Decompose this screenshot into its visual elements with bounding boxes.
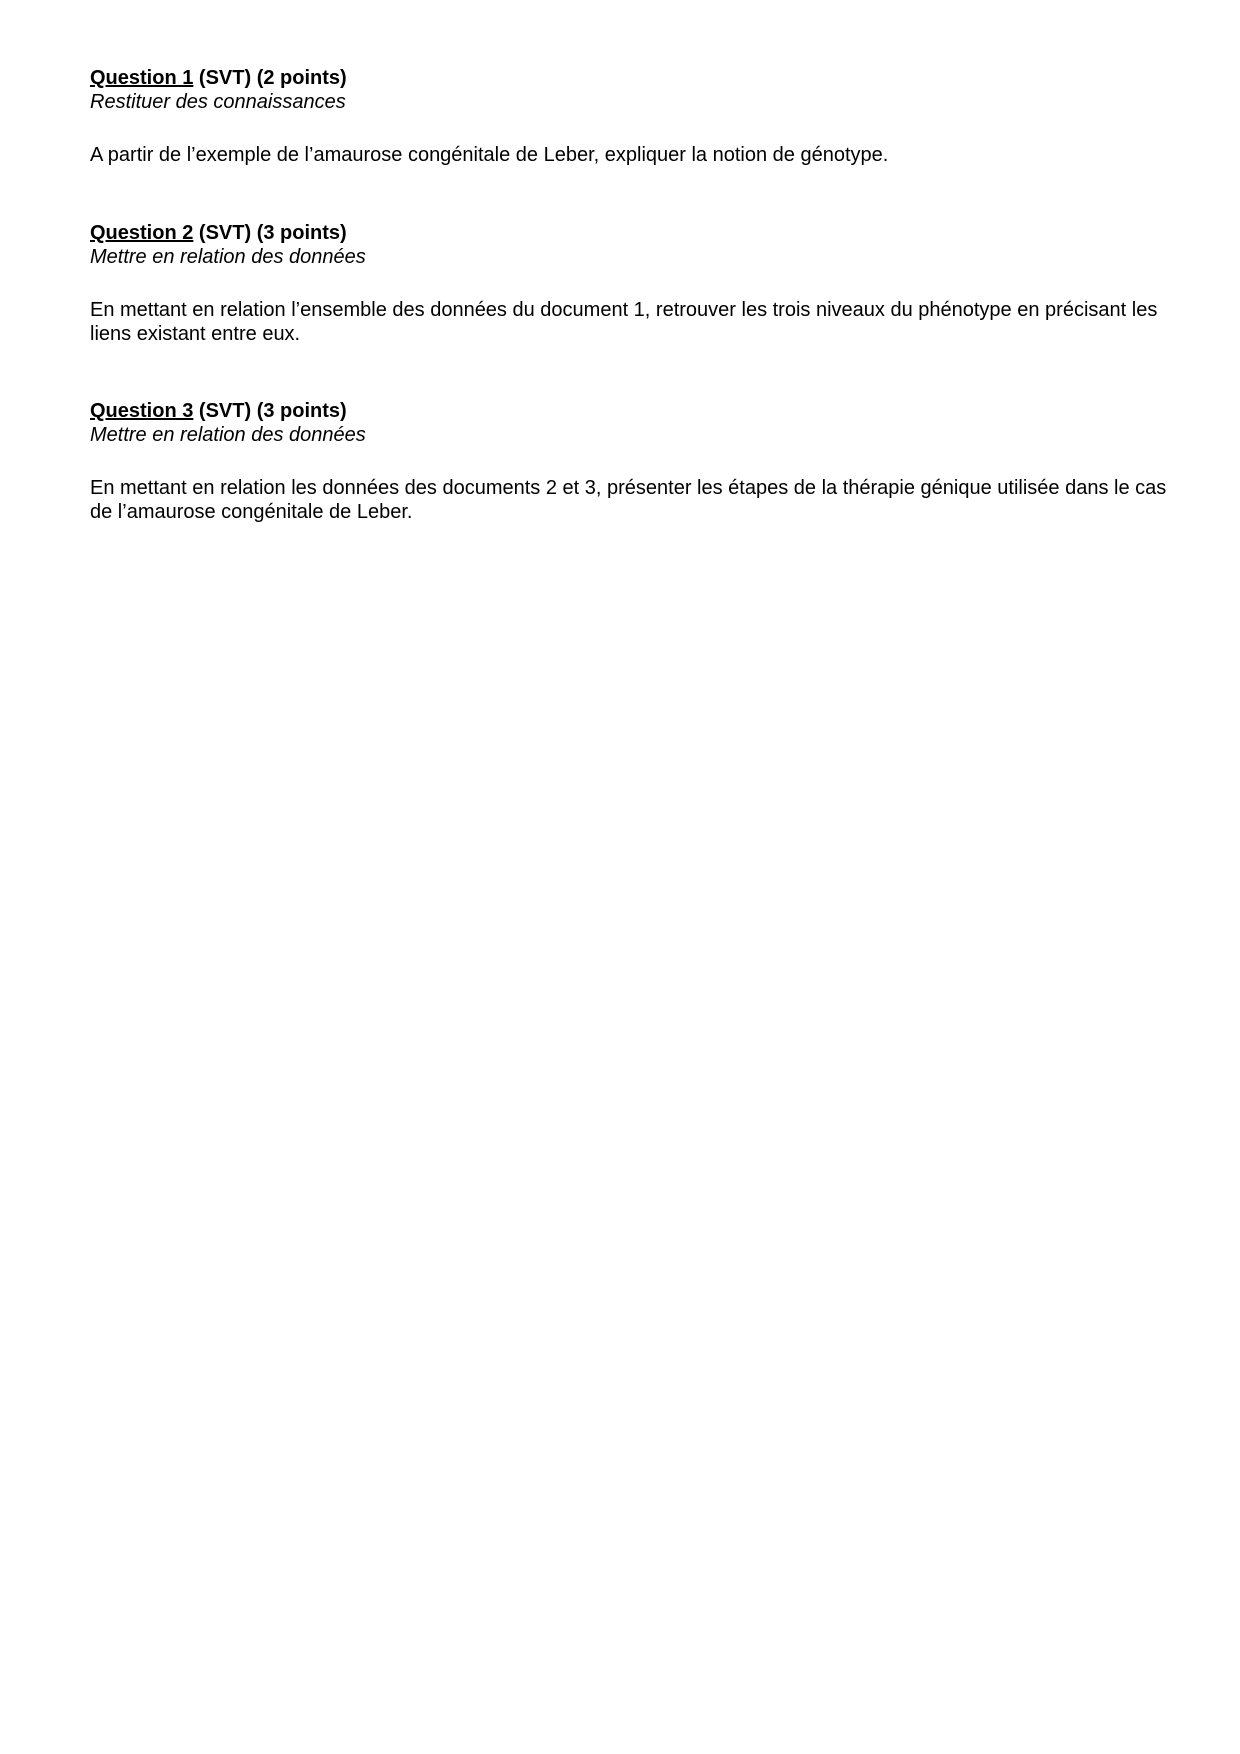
question-skill: Mettre en relation des données — [90, 246, 366, 268]
question-label: Question 3 — [90, 400, 194, 422]
question-label: Question 2 — [90, 222, 194, 244]
question-label: Question 1 — [90, 67, 194, 89]
question-text: En mettant en relation les données des documents 2 et 3, présenter les étapes de la thérapie génique utilisée dans le cas de l’amaurose congénitale de Leber. — [90, 477, 1167, 523]
question-1 — [90, 66, 1170, 167]
question-points: (SVT) (2 points) — [198, 67, 347, 89]
question-3 — [90, 399, 1170, 524]
question-title — [90, 221, 1170, 245]
question-title — [90, 66, 1170, 90]
question-skill: Restituer des connaissances — [90, 91, 346, 113]
question-points: (SVT) (3 points) — [198, 400, 347, 422]
question-text: A partir de l’exemple de l’amaurose congénitale de Leber, expliquer la notion de génotype. — [90, 144, 889, 166]
question-points: (SVT) (3 points) — [198, 222, 347, 244]
question-2 — [90, 221, 1170, 346]
question-text: En mettant en relation l’ensemble des données du document 1, retrouver les trois niveaux du phénotype en précisant les liens existant entre eux. — [90, 299, 1158, 345]
question-skill: Mettre en relation des données — [90, 424, 366, 446]
question-title — [90, 399, 1170, 423]
